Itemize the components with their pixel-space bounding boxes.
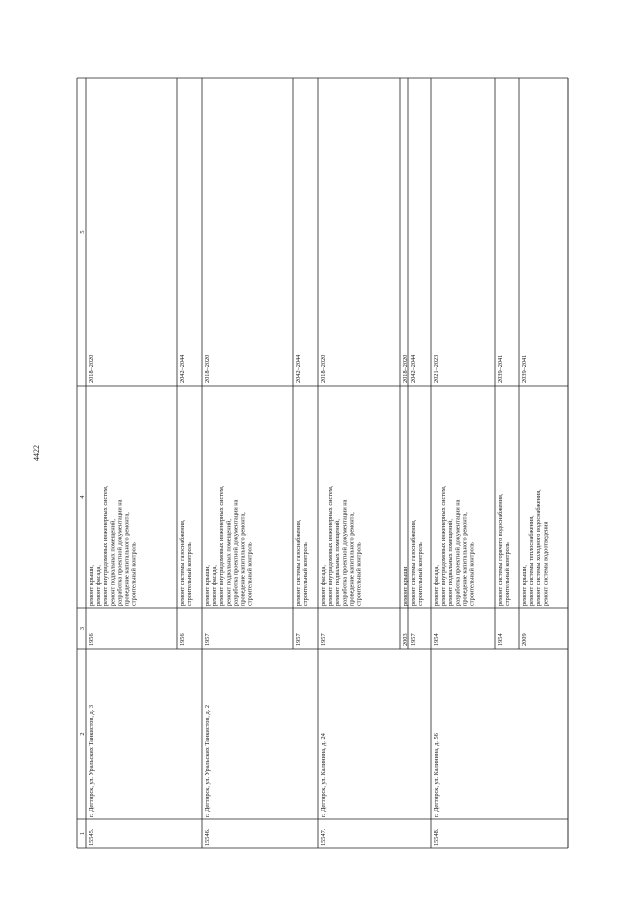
period-cell: 2018–2020 <box>88 354 95 383</box>
work-line: ремонт внутридомовых инженерных систем, <box>327 485 335 606</box>
work-line: ремонт подвальных помещений, <box>109 519 117 606</box>
address-cell: г. Дегтярск, ул. Калинина, д. 24 <box>320 733 327 817</box>
address-cell: г. Дегтярск, ул. Уральских Танкистов, д. 2 <box>204 704 211 817</box>
period-cell: 2042–2044 <box>179 354 186 383</box>
period-cell: 2018–2020 <box>320 354 327 383</box>
work-line: проведение капитального ремонта, <box>348 512 356 606</box>
period-cell: 2039–2041 <box>521 354 528 383</box>
work-line: разработка проектной документации на <box>454 499 462 606</box>
header-cell-1: 1 <box>78 831 86 836</box>
row-number: 15547. <box>320 828 327 846</box>
work-line: проведение капитального ремонта, <box>123 512 131 606</box>
header-cell-4: 4 <box>78 495 86 499</box>
year-cell: 1957 <box>320 633 327 646</box>
year-cell: 1957 <box>410 633 417 646</box>
work-line: ремонт системы теплоснабжения, <box>528 515 536 606</box>
work-line: строительный контроль <box>130 542 138 606</box>
header-cell-3: 3 <box>78 626 86 631</box>
table-grid <box>77 78 568 848</box>
work-line: разработка проектной документации на <box>341 499 349 606</box>
work-line: строительный контроль <box>302 542 310 606</box>
year-cell: 1957 <box>295 633 302 646</box>
address-cell: г. Дегтярск, ул. Уральских Танкистов, д. 3 <box>88 704 95 817</box>
work-line: ремонт фасада, <box>95 565 103 606</box>
work-line: ремонт системы водоотведения <box>542 521 550 606</box>
work-line: ремонт крыши <box>402 566 409 606</box>
period-cell: 2018–2020 <box>402 354 409 383</box>
row-number: 15546. <box>204 828 211 846</box>
work-line: ремонт системы газоснабжения, <box>179 519 186 606</box>
work-line: ремонт крыши, <box>204 564 211 606</box>
work-line: ремонт системы газоснабжения, <box>410 519 417 606</box>
work-line: разработка проектной документации на <box>232 499 240 606</box>
year-cell: 1956 <box>179 633 186 646</box>
year-cell: 1956 <box>88 633 95 646</box>
row-number: 15545. <box>88 828 95 846</box>
header-cell-5: 5 <box>78 230 86 234</box>
work-line: ремонт подвальных помещений, <box>334 519 342 606</box>
table-cells <box>79 230 550 846</box>
work-line: ремонт фасада, <box>211 565 219 606</box>
work-line: ремонт системы газоснабжения, <box>295 519 302 606</box>
work-line: ремонт внутридомовых инженерных систем, <box>102 485 110 606</box>
work-line: ремонт фасада, <box>320 565 327 606</box>
work-line: строительный контроль <box>186 542 194 606</box>
work-line: ремонт крыши, <box>521 564 528 606</box>
period-cell: 2018–2020 <box>204 354 211 383</box>
work-line: строительный контроль <box>246 542 254 606</box>
work-line: строительный контроль <box>355 542 363 606</box>
period-cell: 2042–2044 <box>295 354 302 383</box>
work-line: ремонт крыши, <box>88 564 95 606</box>
work-line: строительный контроль <box>468 542 476 606</box>
work-line: разработка проектной документации на <box>116 499 124 606</box>
page-number: 4422 <box>32 445 41 461</box>
year-cell: 1954 <box>433 633 440 646</box>
work-line: строительный контроль <box>417 542 425 606</box>
work-line: проведение капитального ремонта, <box>239 512 247 606</box>
work-line: ремонт фасада, <box>433 565 440 606</box>
work-line: ремонт внутридомовых инженерных систем, <box>218 485 226 606</box>
year-cell: 1954 <box>497 633 504 646</box>
work-line: строительный контроль <box>504 542 512 606</box>
work-line: ремонт системы горячего водоснабжения, <box>497 493 504 606</box>
address-cell: г. Дегтярск, ул. Калинина, д. 56 <box>433 733 440 817</box>
work-line: ремонт подвальных помещений, <box>447 519 455 606</box>
period-cell: 2042–2044 <box>410 354 417 383</box>
row-number: 15548. <box>433 828 440 846</box>
header-cell-2: 2 <box>78 732 86 736</box>
work-line: проведение капитального ремонта, <box>461 512 469 606</box>
work-line: ремонт системы холодного водоснабжения, <box>535 489 543 606</box>
year-cell: 2009 <box>521 633 528 646</box>
period-cell: 2021–2023 <box>433 354 440 383</box>
work-line: ремонт внутридомовых инженерных систем, <box>440 485 448 606</box>
year-cell: 1957 <box>204 633 211 646</box>
work-line: ремонт подвальных помещений, <box>225 519 233 606</box>
year-cell: 2003 <box>402 633 409 646</box>
period-cell: 2039–2041 <box>497 354 504 383</box>
